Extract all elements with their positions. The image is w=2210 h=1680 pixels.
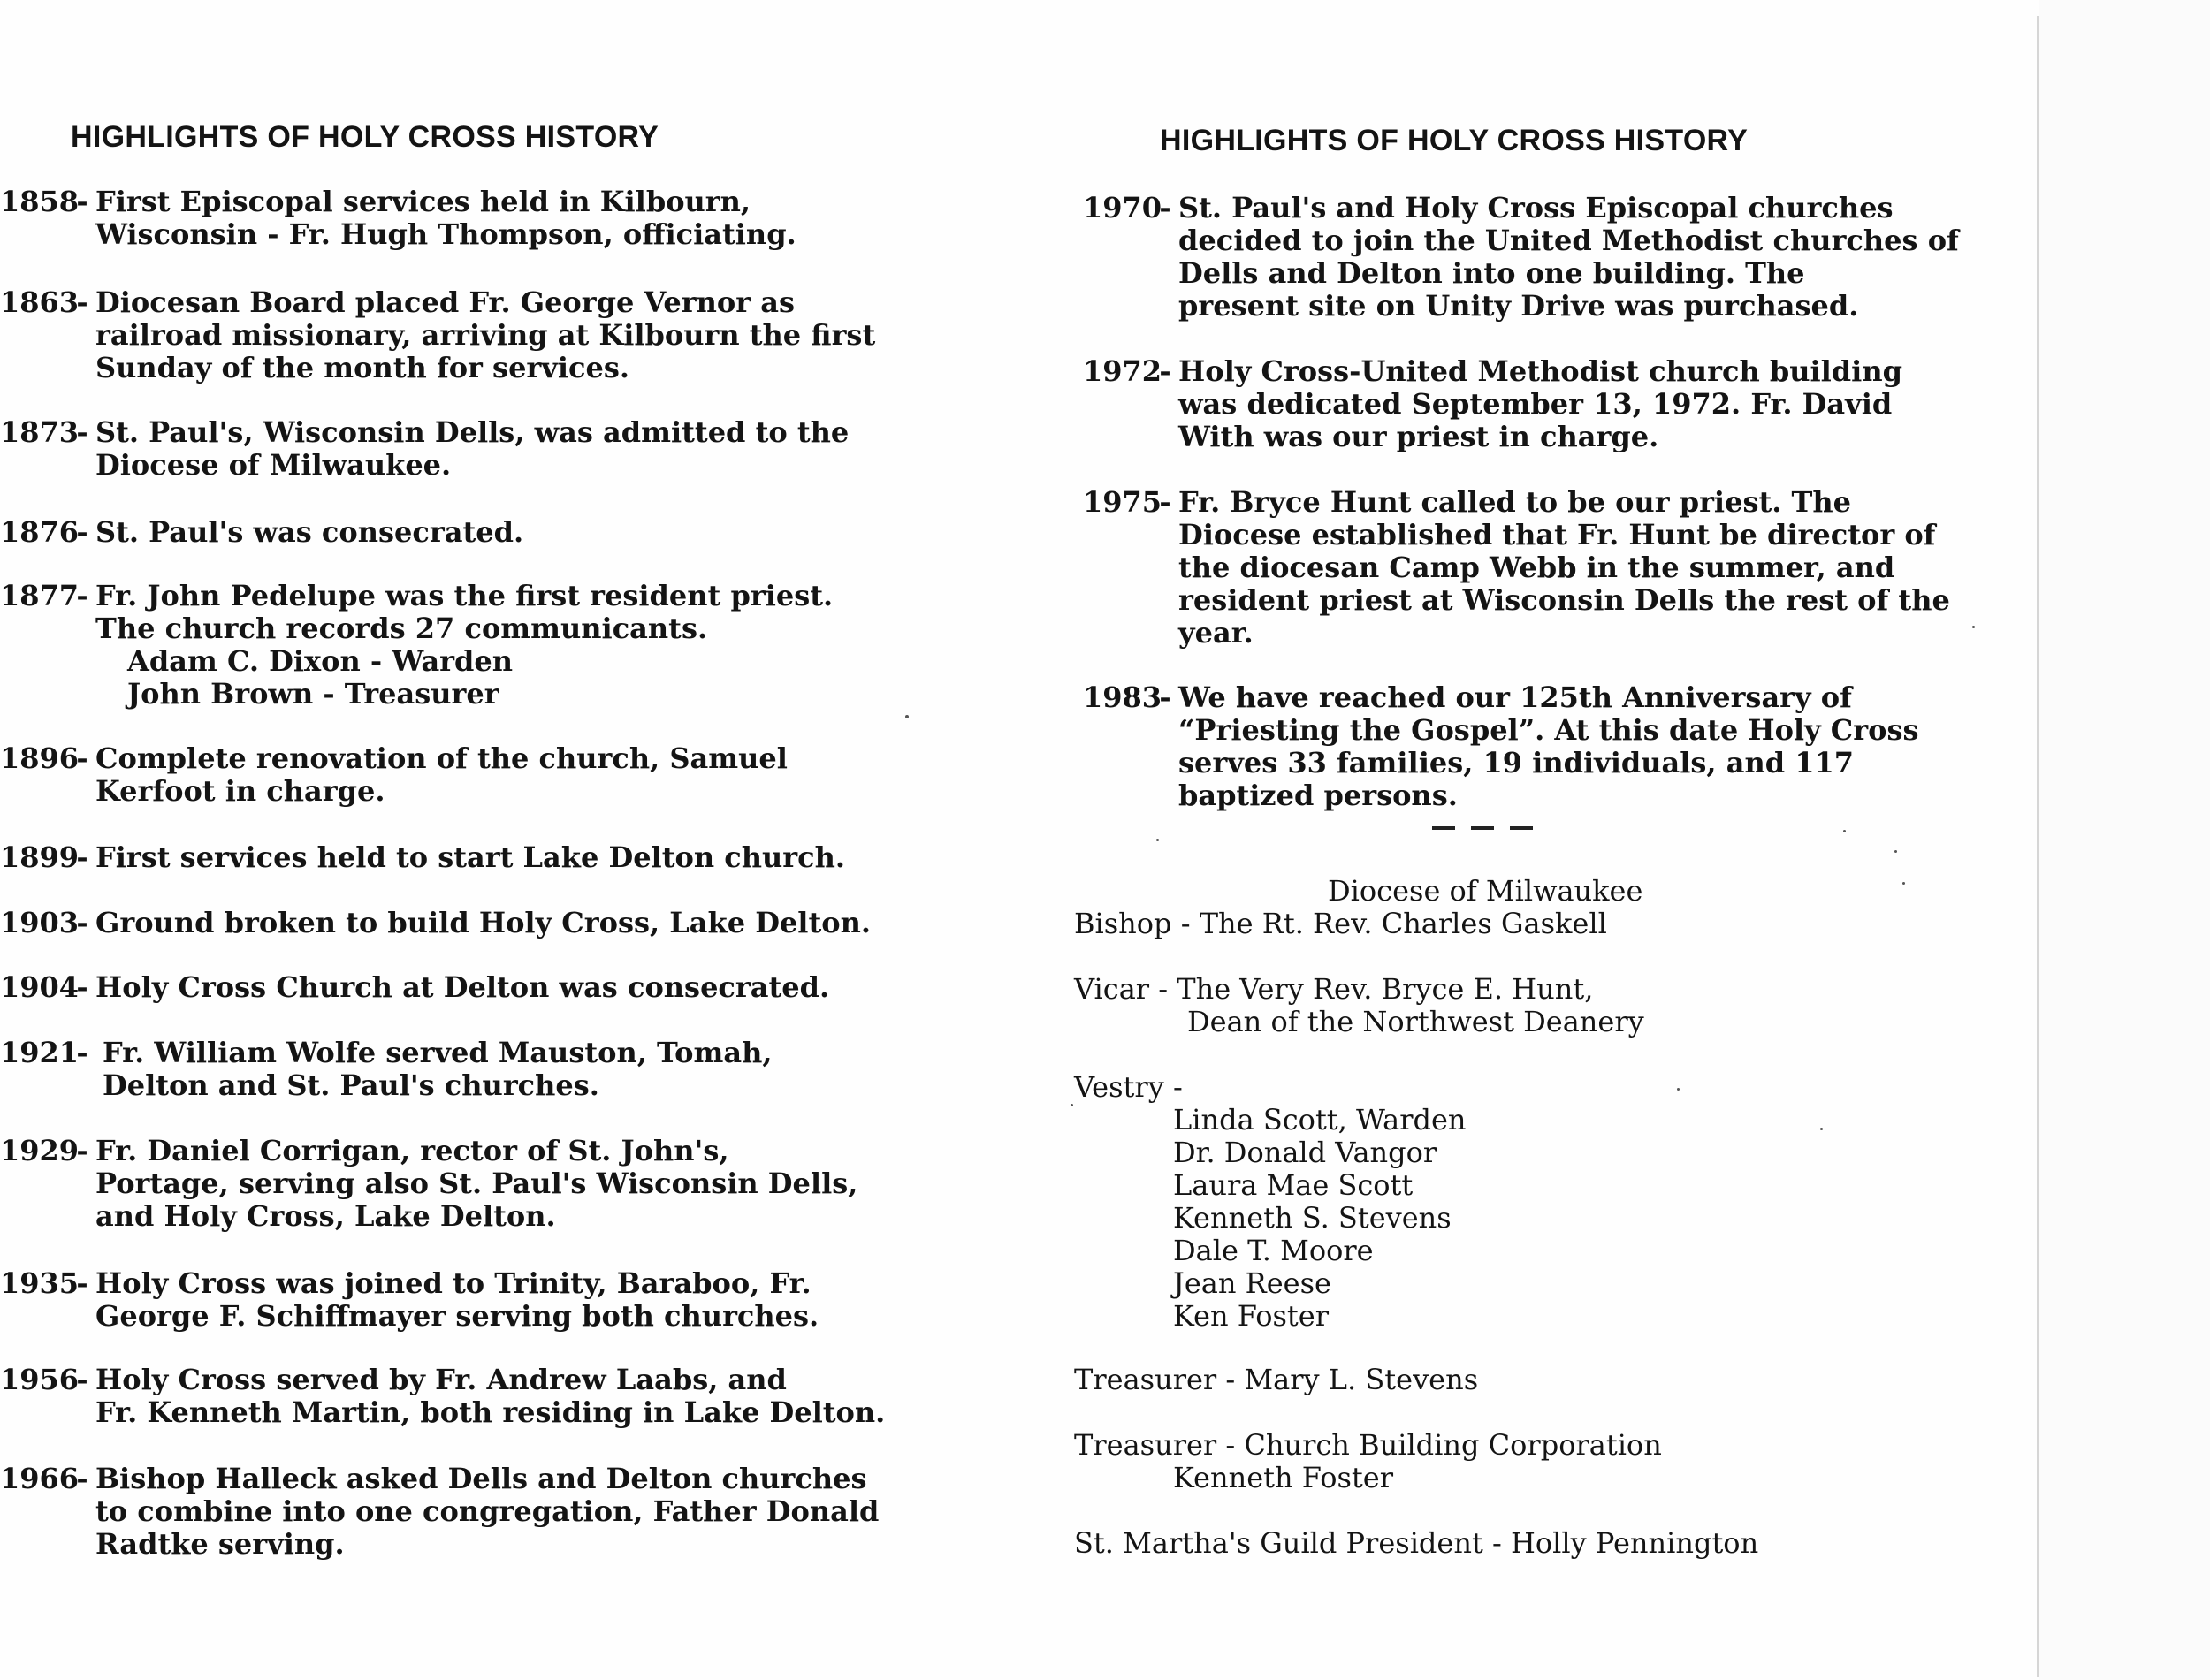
entry-text-line: Diocese established that Fr. Hunt be director of xyxy=(1178,518,1936,551)
history-entry-1975: 1975- Fr. Bryce Hunt called to be our priest. The Diocese established that Fr. Hunt be director of the diocesan Camp Webb in the summer, and resident priest at Wisconsin Dells the rest of the year. xyxy=(1083,485,1950,650)
history-entry-1983: 1983- We have reached our 125th Anniversary of “Priesting the Gospel”. At this date Holy Cross serves 33 families, 19 individuals, and 117 baptized persons. xyxy=(1083,680,1919,812)
vicar-title-line: Dean of the Northwest Deanery xyxy=(1187,1005,1644,1038)
history-entry-1873: 1873- St. Paul's, Wisconsin Dells, was admitted to the Diocese of Milwaukee. xyxy=(0,415,850,482)
divider-dash xyxy=(1510,826,1533,830)
entry-text-line: serves 33 families, 19 individuals, and 117 xyxy=(1178,746,1855,779)
entry-text-line: Bishop Halleck asked Dells and Delton churches xyxy=(95,1462,867,1495)
entry-text-line: Wisconsin - Fr. Hugh Thompson, officiating. xyxy=(95,217,796,251)
left-page-title: HIGHLIGHTS OF HOLY CROSS HISTORY xyxy=(71,120,659,154)
history-entry-1903: 1903- Ground broken to build Holy Cross, Lake Delton. xyxy=(0,906,871,939)
entry-year: 1896 xyxy=(0,741,80,775)
vestry-member: Kenneth S. Stevens xyxy=(1173,1201,1452,1235)
entry-text-line: Fr. Kenneth Martin, both residing in Lake Delton. xyxy=(95,1395,886,1429)
entry-text-line: Complete renovation of the church, Samuel xyxy=(95,741,788,775)
entry-year: 1858 xyxy=(0,185,80,218)
scan-speck xyxy=(1156,839,1159,841)
entry-text-line: Ground broken to build Holy Cross, Lake Delton. xyxy=(95,906,871,939)
divider-dash xyxy=(1432,826,1455,830)
history-entry-1858: 1858- First Episcopal services held in Kilbourn, Wisconsin - Fr. Hugh Thompson, officiating. xyxy=(0,185,796,251)
entry-text-line: present site on Unity Drive was purchased. xyxy=(1178,289,1859,323)
history-entry-1877: 1877- Fr. John Pedelupe was the first resident priest. The church records 27 communicants. Adam C. Dixon - Warden John Brown - Treasurer xyxy=(0,579,834,711)
vestry-member: Dr. Donald Vangor xyxy=(1173,1136,1437,1169)
history-entry-1929: 1929- Fr. Daniel Corrigan, rector of St. John's, Portage, serving also St. Paul's Wisconsin Dells, and Holy Cross, Lake Delton. xyxy=(0,1134,858,1233)
vestry-member: Laura Mae Scott xyxy=(1173,1168,1414,1202)
entry-year: 1921 xyxy=(0,1036,80,1069)
entry-text-line: With was our priest in charge. xyxy=(1178,420,1659,453)
entry-text-line: Fr. William Wolfe served Mauston, Tomah, xyxy=(103,1036,773,1069)
guild-president-line: St. Martha's Guild President - Holly Pennington xyxy=(1074,1526,1759,1560)
vestry-block xyxy=(1074,1071,1467,1333)
history-entry-1921: 1921- Fr. William Wolfe served Mauston, Tomah, Delton and St. Paul's churches. xyxy=(0,1036,773,1102)
entry-year: 1903 xyxy=(0,906,80,939)
vestry-member: Ken Foster xyxy=(1173,1299,1329,1333)
scan-speck xyxy=(1677,1088,1680,1091)
entry-text-line: First Episcopal services held in Kilbourn, xyxy=(95,185,751,218)
entry-text-line: resident priest at Wisconsin Dells the rest of the xyxy=(1178,583,1950,617)
entry-year: 1970 xyxy=(1083,191,1162,224)
history-entry-1935: 1935- Holy Cross was joined to Trinity, Baraboo, Fr. George F. Schiffmayer serving both churches. xyxy=(0,1266,819,1333)
treasurer-corporation-line: Treasurer - Church Building Corporation xyxy=(1074,1428,1662,1462)
vestry-member: Dale T. Moore xyxy=(1173,1234,1374,1267)
entry-year: 1863 xyxy=(0,285,80,319)
entry-officer-line: Adam C. Dixon - Warden xyxy=(127,644,514,678)
entry-year: 1873 xyxy=(0,415,80,449)
right-margin-strip xyxy=(2039,0,2210,1680)
entry-year: 1904 xyxy=(0,970,80,1004)
entry-year: 1877 xyxy=(0,579,80,612)
entry-text-line: We have reached our 125th Anniversary of xyxy=(1178,680,1852,714)
entry-text-line: Holy Cross-United Methodist church building xyxy=(1178,354,1902,388)
entry-text-line: decided to join the United Methodist churches of xyxy=(1178,224,1959,257)
entry-text-line: The church records 27 communicants. xyxy=(95,612,708,645)
right-page-title: HIGHLIGHTS OF HOLY CROSS HISTORY xyxy=(1160,124,1749,157)
entry-text-line: Fr. Bryce Hunt called to be our priest. The xyxy=(1178,485,1851,519)
entry-year: 1983 xyxy=(1083,680,1162,714)
entry-year: 1956 xyxy=(0,1363,80,1396)
entry-text-line: Radtke serving. xyxy=(95,1527,345,1561)
entry-text-line: First services held to start Lake Delton church. xyxy=(95,840,845,874)
vestry-label: Vestry - xyxy=(1074,1070,1183,1104)
scan-speck xyxy=(1972,626,1975,628)
vicar-block xyxy=(1074,973,1644,1038)
entry-year: 1975 xyxy=(1083,485,1162,519)
history-entry-1970: 1970- St. Paul's and Holy Cross Episcopal churches decided to join the United Methodist churches of Dells and Delton into one building. The present site on Unity Drive was purchased. xyxy=(1083,191,1959,323)
entry-year: 1929 xyxy=(0,1134,80,1167)
history-entry-1863: 1863- Diocesan Board placed Fr. George Vernor as railroad missionary, arriving at Kilbourn the first Sunday of the month for services. xyxy=(0,285,876,384)
history-entry-1876: 1876- St. Paul's was consecrated. xyxy=(0,515,524,549)
entry-text-line: Delton and St. Paul's churches. xyxy=(103,1068,599,1102)
section-divider xyxy=(1432,826,1533,830)
entry-text-line: George F. Schiffmayer serving both churches. xyxy=(95,1299,819,1333)
treasurer-corporation-block xyxy=(1074,1429,1662,1494)
entry-year: 1966 xyxy=(0,1462,80,1495)
scan-speck xyxy=(1071,1104,1073,1106)
entry-text-line: year. xyxy=(1178,616,1254,650)
scan-speck xyxy=(905,715,909,718)
entry-text-line: Fr. Daniel Corrigan, rector of St. John's, xyxy=(95,1134,729,1167)
entry-year: 1876 xyxy=(0,515,80,549)
treasurer-corporation-name: Kenneth Foster xyxy=(1173,1461,1394,1494)
diocese-heading: Diocese of Milwaukee xyxy=(1328,874,1643,908)
entry-text-line: Diocesan Board placed Fr. George Vernor as xyxy=(95,285,795,319)
entry-text-line: St. Paul's, Wisconsin Dells, was admitted to the xyxy=(95,415,850,449)
entry-text-line: Dells and Delton into one building. The xyxy=(1178,256,1805,290)
entry-text-line: the diocesan Camp Webb in the summer, and xyxy=(1178,551,1895,584)
history-entry-1966: 1966- Bishop Halleck asked Dells and Delton churches to combine into one congregation, Father Donald Radtke serving. xyxy=(0,1462,880,1561)
entry-text-line: Fr. John Pedelupe was the first resident priest. xyxy=(95,579,834,612)
entry-text-line: was dedicated September 13, 1972. Fr. David xyxy=(1178,387,1893,421)
entry-text-line: “Priesting the Gospel”. At this date Holy Cross xyxy=(1178,713,1919,747)
entry-text-line: railroad missionary, arriving at Kilbourn the first xyxy=(95,318,876,352)
entry-text-line: to combine into one congregation, Father Donald xyxy=(95,1494,880,1528)
entry-text-line: St. Paul's was consecrated. xyxy=(95,515,524,549)
entry-text-line: Sunday of the month for services. xyxy=(95,351,630,384)
history-entry-1956: 1956- Holy Cross served by Fr. Andrew Laabs, and Fr. Kenneth Martin, both residing in Lake Delton. xyxy=(0,1363,886,1429)
entry-text-line: Holy Cross Church at Delton was consecrated. xyxy=(95,970,830,1004)
scan-speck xyxy=(1894,850,1897,853)
entry-year: 1935 xyxy=(0,1266,80,1300)
entry-year: 1899 xyxy=(0,840,80,874)
vicar-line: Vicar - The Very Rev. Bryce E. Hunt, xyxy=(1074,972,1594,1006)
scan-speck xyxy=(1843,830,1846,832)
entry-text-line: Holy Cross was joined to Trinity, Baraboo, Fr. xyxy=(95,1266,812,1300)
history-entry-1904: 1904- Holy Cross Church at Delton was consecrated. xyxy=(0,970,830,1004)
vestry-member: Jean Reese xyxy=(1173,1266,1331,1300)
entry-officer-line: John Brown - Treasurer xyxy=(127,677,499,711)
entry-year: 1972 xyxy=(1083,354,1162,388)
entry-text-line: Portage, serving also St. Paul's Wisconsin Dells, xyxy=(95,1167,858,1200)
entry-text-line: and Holy Cross, Lake Delton. xyxy=(95,1199,556,1233)
treasurer-line: Treasurer - Mary L. Stevens xyxy=(1074,1363,1479,1396)
bishop-line: Bishop - The Rt. Rev. Charles Gaskell xyxy=(1074,907,1607,940)
history-entry-1972: 1972- Holy Cross-United Methodist church building was dedicated September 13, 1972. Fr. David With was our priest in charge. xyxy=(1083,354,1902,453)
history-entry-1896: 1896- Complete renovation of the church, Samuel Kerfoot in charge. xyxy=(0,741,788,808)
entry-text-line: Holy Cross served by Fr. Andrew Laabs, and xyxy=(95,1363,787,1396)
history-entry-1899: 1899- First services held to start Lake Delton church. xyxy=(0,840,845,874)
vestry-member: Linda Scott, Warden xyxy=(1173,1103,1467,1136)
entry-text-line: St. Paul's and Holy Cross Episcopal churches xyxy=(1178,191,1894,224)
divider-dash xyxy=(1471,826,1494,830)
entry-text-line: Diocese of Milwaukee. xyxy=(95,448,452,482)
entry-text-line: baptized persons. xyxy=(1178,779,1458,812)
scan-speck xyxy=(1902,882,1905,885)
page-fold-line xyxy=(2037,16,2039,1677)
scan-speck xyxy=(1820,1128,1823,1130)
entry-text-line: Kerfoot in charge. xyxy=(95,774,385,808)
